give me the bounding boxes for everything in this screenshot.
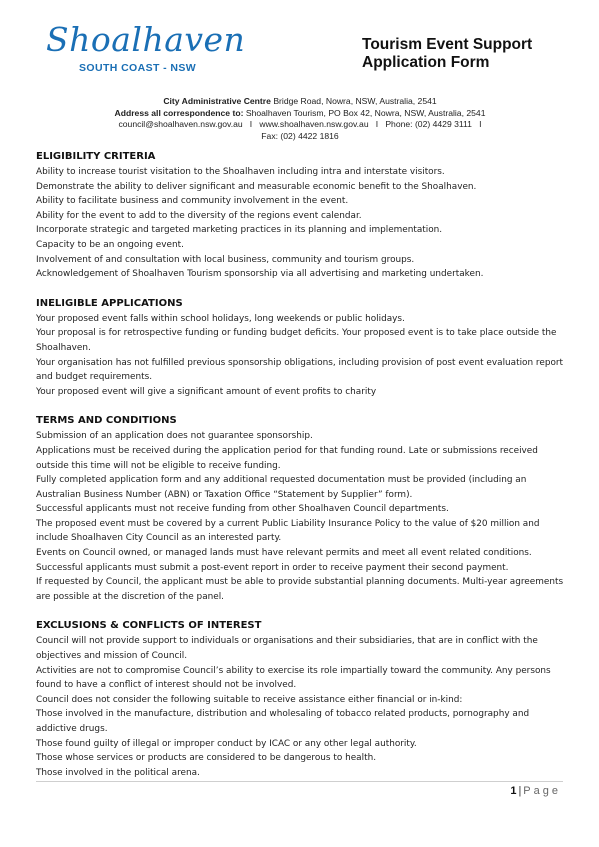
centre-address: Bridge Road, Nowra, NSW, Australia, 2541 [273,96,437,106]
list-item: Your proposal is for retrospective funding or funding budget deficits. Your proposed event is to take place outside the Shoalhaven. [36,328,557,353]
footer-divider [36,781,563,782]
list-item: Incorporate strategic and targeted marketing practices in its planning and implementation. [36,225,443,236]
list-item: Fully completed application form and any additional requested documentation must be provided (including an Australian Business Number (ABN) or Taxation Office “Statement by Supplier” form). [36,475,527,500]
list-item: Submission of an application does not guarantee sponsorship. [36,431,313,442]
list-item: Those whose services or products are considered to be dangerous to health. [36,753,377,764]
list-item: Those found guilty of illegal or improper conduct by ICAC or any other legal authority. [36,738,417,749]
section-heading: INELIGIBLE APPLICATIONS [36,297,183,309]
page-number: 1 [510,785,517,797]
list-item: Events on Council owned, or managed lands must have relevant permits and meet all event related conditions. [36,548,532,559]
list-item: Activities are not to compromise Council’s ability to exercise its role impartially toward the community. Any persons found to have a conflict of interest should not be involved. [36,665,551,691]
section-ineligible [36,297,564,400]
list-item: Those involved in the political arena. [36,767,200,778]
section-heading: ELIGIBILITY CRITERIA [36,151,156,162]
list-item: Your organisation has not fulfilled previous sponsorship obligations, including provision of post event evaluation report and budget requirements. [36,357,564,383]
list-item: Involvement of and consultation with local business, community and tourism groups. [36,254,415,265]
centre-line [40,96,560,108]
contact-block [40,96,560,143]
list-item: Applications must be received during the application period for that funding round. Late or submissions received outside this time will not be eligible to receive funding. [36,445,538,471]
page-footer [510,785,561,797]
document-body [36,150,564,795]
list-item: The proposed event must be covered by a current Public Liability Insurance Policy to the value of $20 million and include Shoalhaven City Council as an interested party. [36,518,540,544]
list-item: Successful applicants must submit a post-event report in order to receive payment their second payment. [36,562,509,573]
logo-tagline: SOUTH COAST - NSW [79,62,197,74]
footer-separator: | [518,785,522,797]
list-item: Successful applicants must not receive funding from other Shoalhaven Council departments. [36,504,449,515]
correspondence-label: Address all correspondence to: [114,107,244,118]
shoalhaven-logo [46,20,246,74]
title-line-1: Tourism Event Support [362,36,533,53]
list-item: Demonstrate the ability to deliver significant and measurable economic benefit to the Shoalhaven. [36,181,477,192]
section-exclusions [36,619,564,780]
list-item: Council will not provide support to individuals or organisations and their subsidiaries, that are in conflict with the objectives and mission of Council. [36,636,538,662]
list-item: Your proposed event will give a significant amount of event profits to charity [36,386,377,397]
section-heading: TERMS AND CONDITIONS [36,415,177,427]
section-heading: EXCLUSIONS & CONFLICTS OF INTEREST [36,620,262,632]
list-item: Ability to increase tourist visitation to the Shoalhaven including intra and interstate visitors. [36,167,445,177]
document-title [362,36,532,72]
list-item: Council does not consider the following suitable to receive assistance either financial or in-kind: [36,694,463,705]
fax-number: Fax: (02) 4422 1816 [261,131,339,142]
list-item: Acknowledgement of Shoalhaven Tourism sponsorship via all advertising and marketing undertaken. [36,269,484,280]
contact-details: council@shoalhaven.nsw.gov.au I www.shoalhaven.nsw.gov.au I Phone: (02) 4429 3111 I [118,119,482,130]
list-item: Capacity to be an ongoing event. [36,239,184,250]
correspondence-line [40,108,560,120]
logo-wordmark: Shoalhaven [46,20,246,59]
correspondence-address: Shoalhaven Tourism, PO Box 42, Nowra, NSW, Australia, 2541 [245,107,486,118]
page-label: Page [523,785,561,797]
list-item: If requested by Council, the applicant must be able to provide substantial planning documents. Multi-year agreements are possible at the discretion of the panel. [36,577,564,602]
list-item: Those involved in the manufacture, distribution and wholesaling of tobacco related products, pornography and addictive drugs. [36,709,530,734]
list-item: Ability to facilitate business and community involvement in the event. [36,196,349,207]
section-eligibility [36,150,564,282]
list-item: Your proposed event falls within school holidays, long weekends or public holidays. [36,313,405,324]
title-line-2: Application Form [362,54,490,71]
section-terms [36,414,564,604]
list-item: Ability for the event to add to the diversity of the regions event calendar. [36,210,362,221]
centre-label: City Administrative Centre [163,96,271,106]
